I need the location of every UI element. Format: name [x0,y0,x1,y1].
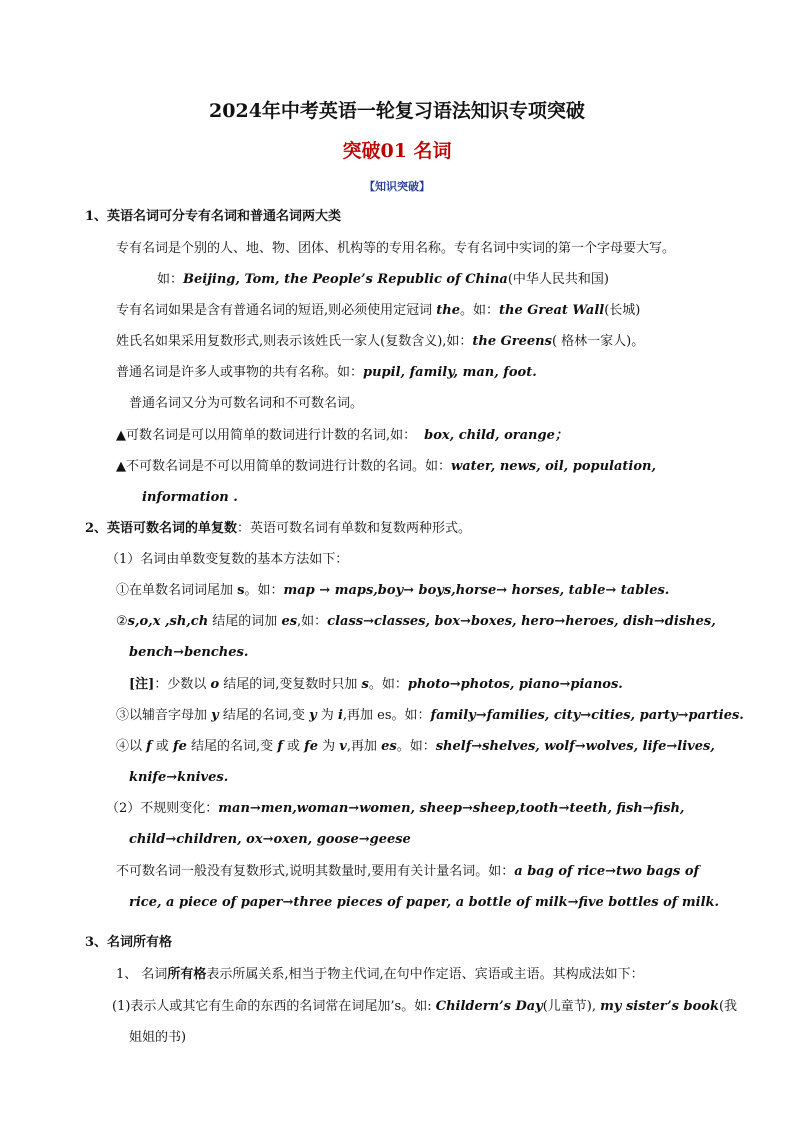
example: class→classes, box→boxes, hero→heroes, dish→dishes, [327,614,716,629]
text: ①在单数名词词尾加 [116,583,238,598]
s1-line-8 [116,458,656,476]
text: 为 [318,739,340,754]
s1-line-1 [116,240,675,258]
text: 普通名词是许多人或事物的共有名称。如： [116,365,364,380]
text: 1、 名词 [116,967,168,982]
s2-sub-2-cont: child→children, ox→oxen, goose→geese [129,832,411,847]
text: ③以辅音字母加 [116,708,212,723]
text: 如： [157,272,184,287]
text: 结尾的词加 [208,614,282,629]
s1-line-9: information . [142,490,238,505]
example: y [309,708,317,723]
example: f [146,739,152,754]
example: v [339,739,347,754]
s2-sub-1: （1）名词由单数变复数的基本方法如下： [106,552,349,567]
s2-rule-2 [116,613,716,631]
text: 结尾的名词,变 [186,739,278,754]
example: box, child, orange； [424,428,568,443]
text: 结尾的名词,变 [218,708,310,723]
text: 。如： [368,677,408,692]
text: ：英语可数名词有单数和复数两种形式。 [237,521,472,536]
text: (中华人民共和国) [507,272,609,287]
text: (儿童节), [542,999,601,1014]
section-1-heading: 1、英语名词可分专有名词和普通名词两大类 [85,209,342,224]
text: ：少数以 [154,677,211,692]
example: s [361,677,369,692]
example: o [210,677,220,692]
text: ( 格林一家人)。 [551,334,645,349]
text: 专有名词是个别的人、地、物、团体、机构等的专用名称。专有名词中实词的第一个字母要大写。 [116,241,676,256]
example: fe [304,739,319,754]
heading-text: 2、英语可数名词的单复数 [85,521,238,536]
text: (1)表示人或其它有生命的东西的名词常在词尾加’s。如: [112,999,436,1014]
text: s [237,583,245,598]
text: ,再加 [346,739,382,754]
s3-line-1 [116,966,644,984]
example: water, news, oil, population, [451,459,656,474]
example: photo→photos, piano→pianos. [407,677,623,692]
text: 不可数名词一般没有复数形式,说明其数量时,要用有关计量名词。如： [116,864,515,879]
text: 表示所属关系,相当于物主代词,在句中作定语、宾语或主语。其构成法如下： [206,967,644,982]
example: the [436,303,460,318]
example: the Great Wall [499,303,605,318]
s2-uncountable-cont: rice, a piece of paper→three pieces of paper, a bottle of milk→five bottles of milk. [129,895,720,910]
text: 所有格 [167,967,207,982]
s2-rule-1 [116,582,669,600]
s1-line-3 [116,302,640,320]
s1-line-6: 普通名词又分为可数名词和不可数名词。 [129,396,364,411]
s2-rule-3 [116,707,744,725]
document-subtitle: 突破01 名词 [342,140,452,162]
s3-line-2 [112,998,737,1016]
text: ,再加 es。如： [342,708,431,723]
text: ,如： [297,614,328,629]
example: map → maps,boy→ boys,horse→ horses, table→ tables. [283,583,670,598]
example: a bag of rice→two bags of [514,864,700,879]
s1-line-4 [116,333,644,351]
s1-line-7 [116,427,568,445]
example: y [211,708,219,723]
example: shelf→shelves, wolf→wolves, life→lives, [435,739,715,754]
text: ④以 [116,739,147,754]
example: the Greens [472,334,552,349]
example: es [281,614,298,629]
example: s,o,x ,sh,ch [127,614,209,629]
example: pupil, family, man, foot. [363,365,537,380]
text: 。如： [460,303,500,318]
text: (长城) [604,303,641,318]
text: （2）不规则变化： [106,801,219,816]
text: 专有名词如果是含有普通名词的短语,则必须使用定冠词 [116,303,437,318]
example: f [277,739,283,754]
s2-sub-2 [106,800,684,818]
text: 为 [316,708,338,723]
document-title: 2024年中考英语一轮复习语法知识专项突破 [209,100,585,122]
s2-uncountable [116,863,699,881]
text: 结尾的词,变复数时只加 [219,677,362,692]
example: i [337,708,343,723]
s2-rule-4-cont: knife→knives. [129,770,229,785]
example: Childern’s Day [435,999,543,1014]
example: es [381,739,397,754]
text: ▲不可数名词是不可以用简单的数词进行计数的名词。如： [116,459,451,474]
text: 姓氏名如果采用复数形式,则表示该姓氏一家人(复数含义),如： [116,334,473,349]
example: man→men,woman→women, sheep→sheep,tooth→teeth, fish→fish, [218,801,685,816]
section-3-heading: 3、名词所有格 [85,935,173,950]
text: (我 [718,999,738,1014]
example: Beijing, Tom, the People’s Republic of China [183,272,508,287]
example: fe [173,739,187,754]
text: 。如： [396,739,436,754]
s2-rule-2-cont: bench→benches. [129,645,249,660]
s1-line-2 [157,271,609,289]
s2-note [129,676,623,694]
example: family→families, city→cities, party→parties. [430,708,744,723]
text: ② [116,614,128,629]
text: 或 [151,739,173,754]
note-label: [注] [129,677,155,692]
s2-rule-4 [116,738,715,756]
s1-line-5 [116,364,537,382]
example: my sister’s book [600,999,719,1014]
text: ▲可数名词是可以用简单的数词进行计数的名词,如： [116,428,417,443]
s3-line-3: 姐姐的书) [129,1030,187,1045]
text: 或 [282,739,305,754]
text: 。如： [244,583,284,598]
section-2-heading [85,520,471,538]
section-tag: 【知识突破】 [364,180,430,193]
